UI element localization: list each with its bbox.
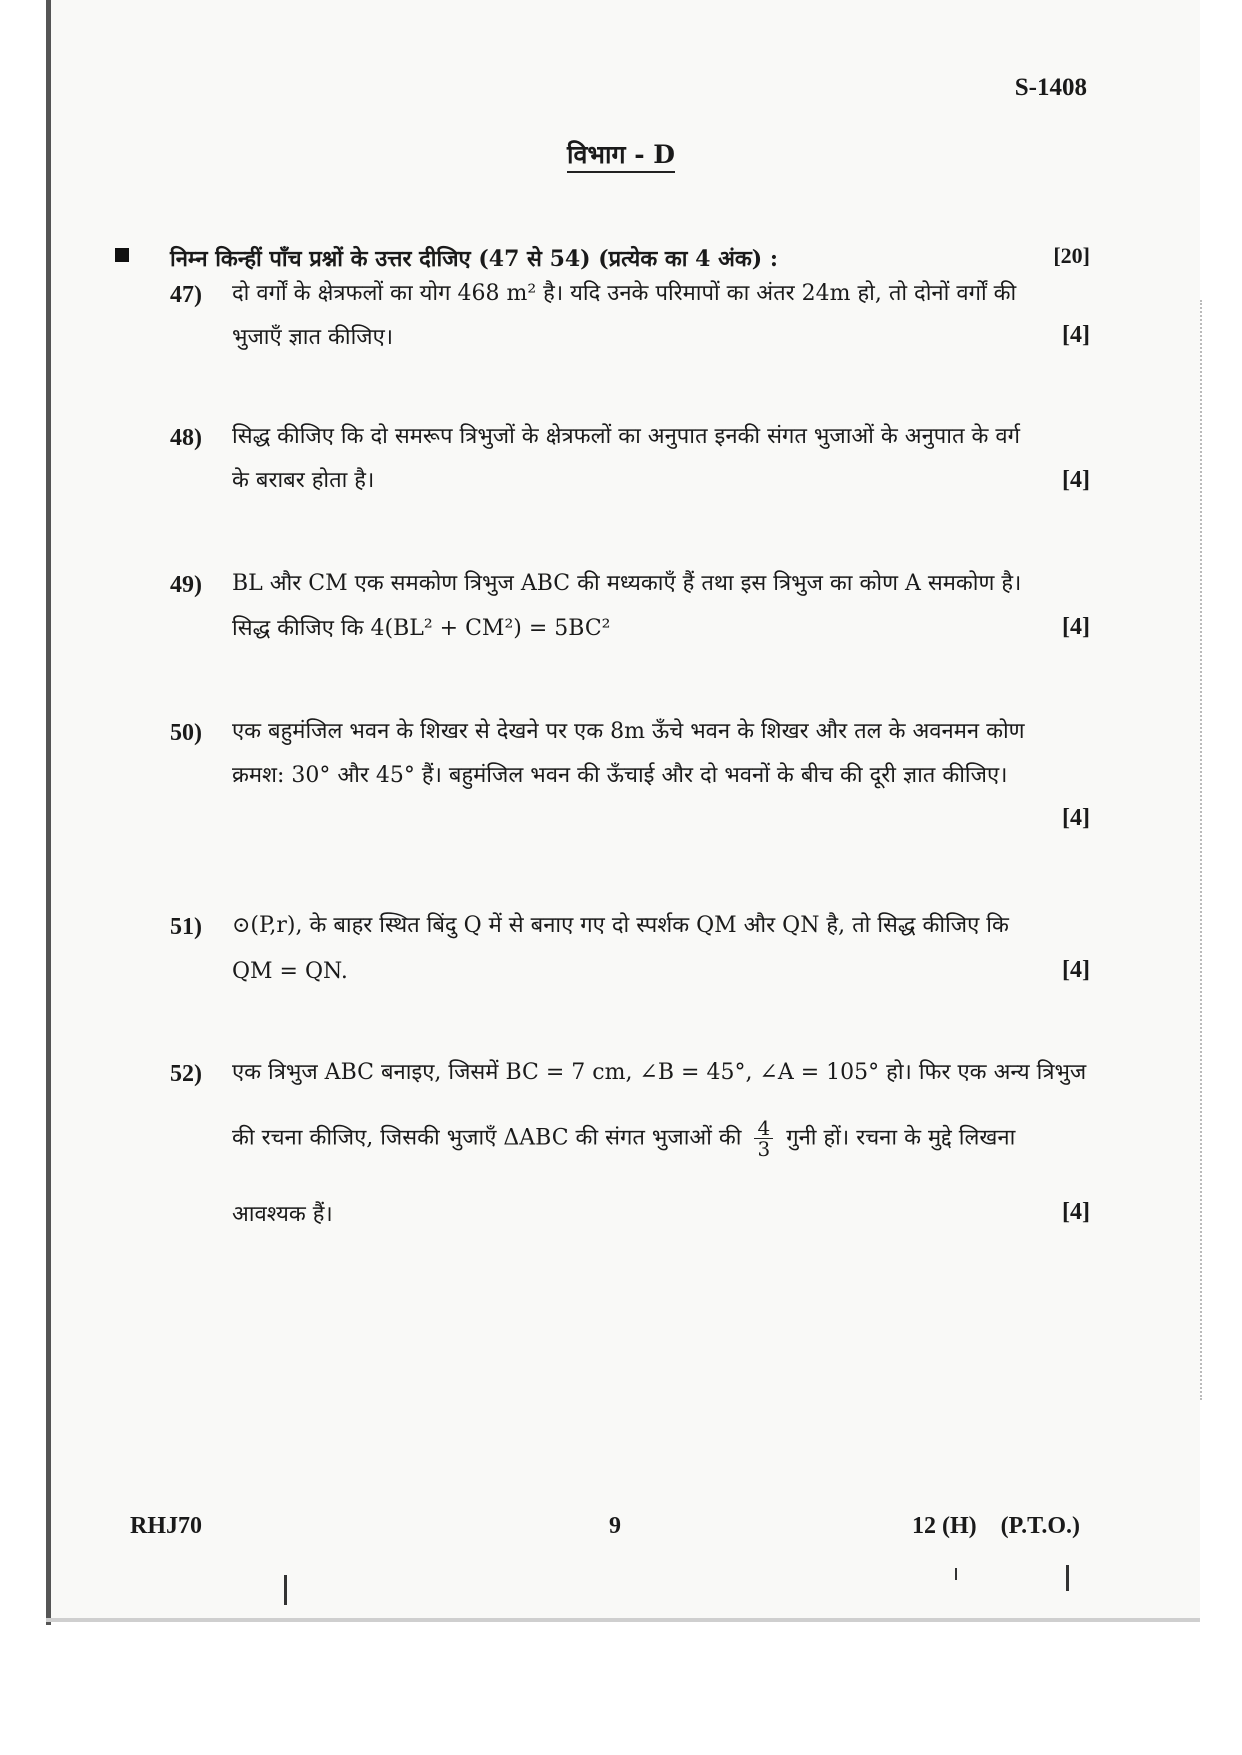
question-line: एक बहुमंजिल भवन के शिखर से देखने पर एक 8m ऊँचे भवन के शिखर और तल के अवनमन कोण <box>232 719 1025 744</box>
page-left-edge <box>46 0 51 1625</box>
question-line: सिद्ध कीजिए कि 4(BL² + CM²) = 5BC² <box>232 616 611 641</box>
fraction-numerator: 4 <box>754 1118 773 1139</box>
instruction-marks: [20] <box>1053 243 1090 268</box>
question-line: एक त्रिभुज ABC बनाइए, जिसमें BC = 7 cm, ∠B = 45°, ∠A = 105° हो। फिर एक अन्य त्रिभुज <box>232 1060 1087 1085</box>
scan-mark <box>1066 1565 1069 1591</box>
question-marks: [4] <box>1062 467 1090 493</box>
question-line: दो वर्गों के क्षेत्रफलों का योग 468 m² है। यदि उनके परिमापों का अंतर 24m हो, तो दोनों वर्गों की <box>232 281 1017 306</box>
page-right-perforation <box>1200 300 1205 1400</box>
question-number: 52) <box>170 1061 202 1087</box>
question-line-part: गुनी हों। रचना के मुद्दे लिखना <box>786 1125 1016 1151</box>
question-number: 47) <box>170 282 202 308</box>
question-49 <box>170 573 1090 643</box>
question-51 <box>170 915 1090 985</box>
fraction-denominator: 3 <box>757 1137 771 1161</box>
question-line: BL और CM एक समकोण त्रिभुज ABC की मध्यकाएँ हैं तथा इस त्रिभुज का कोण A समकोण है। <box>232 571 1022 596</box>
question-line: क्रमश: 30° और 45° हैं। बहुमंजिल भवन की ऊँचाई और दो भवनों के बीच की दूरी ज्ञात कीजिए। <box>232 763 1008 788</box>
question-marks: [4] <box>1062 805 1090 831</box>
instruction-text: निम्न किन्हीं पाँच प्रश्नों के उत्तर दीजिए (47 से 54) (प्रत्येक का 4 अंक) : <box>170 246 778 272</box>
section-title <box>0 137 1242 171</box>
question-number: 48) <box>170 425 202 451</box>
question-number: 49) <box>170 572 202 598</box>
fraction <box>754 1118 773 1159</box>
question-48 <box>170 426 1090 496</box>
question-line: सिद्ध कीजिए कि दो समरूप त्रिभुजों के क्षेत्रफलों का अनुपात इनकी संगत भुजाओं के अनुपात के वर्ग <box>232 424 1021 449</box>
section-title-text: विभाग - D <box>567 140 675 173</box>
scan-mark <box>955 1568 957 1580</box>
question-50 <box>170 721 1090 831</box>
page-number: 9 <box>609 1513 621 1539</box>
paper-code: S-1408 <box>1014 74 1087 101</box>
question-line: ⊙(P,r), के बाहर स्थित बिंदु Q में से बनाए गए दो स्पर्शक QM और QN है, तो सिद्ध कीजिए कि <box>232 913 1009 938</box>
question-line: आवश्यक हैं। <box>232 1202 333 1227</box>
question-number: 51) <box>170 914 202 940</box>
page-bottom-edge <box>46 1618 1200 1622</box>
question-47 <box>170 283 1090 353</box>
question-marks: [4] <box>1062 322 1090 348</box>
question-52 <box>170 1062 1090 1232</box>
footer-code: RHJ70 <box>130 1513 202 1539</box>
question-marks: [4] <box>1062 957 1090 983</box>
question-line: QM = QN. <box>232 959 348 984</box>
footer-right: 12 (H) (P.T.O.) <box>912 1513 1080 1539</box>
question-marks: [4] <box>1062 1199 1090 1225</box>
bullet-icon <box>115 248 129 262</box>
question-line: भुजाएँ ज्ञात कीजिए। <box>232 325 394 350</box>
question-marks: [4] <box>1062 614 1090 640</box>
question-number: 50) <box>170 720 202 746</box>
scan-mark <box>284 1575 287 1605</box>
question-line-with-fraction <box>232 1118 1015 1159</box>
question-line-part: की रचना कीजिए, जिसकी भुजाएँ ΔABC की संगत भुजाओं की <box>232 1125 742 1151</box>
question-line: के बराबर होता है। <box>232 468 375 493</box>
